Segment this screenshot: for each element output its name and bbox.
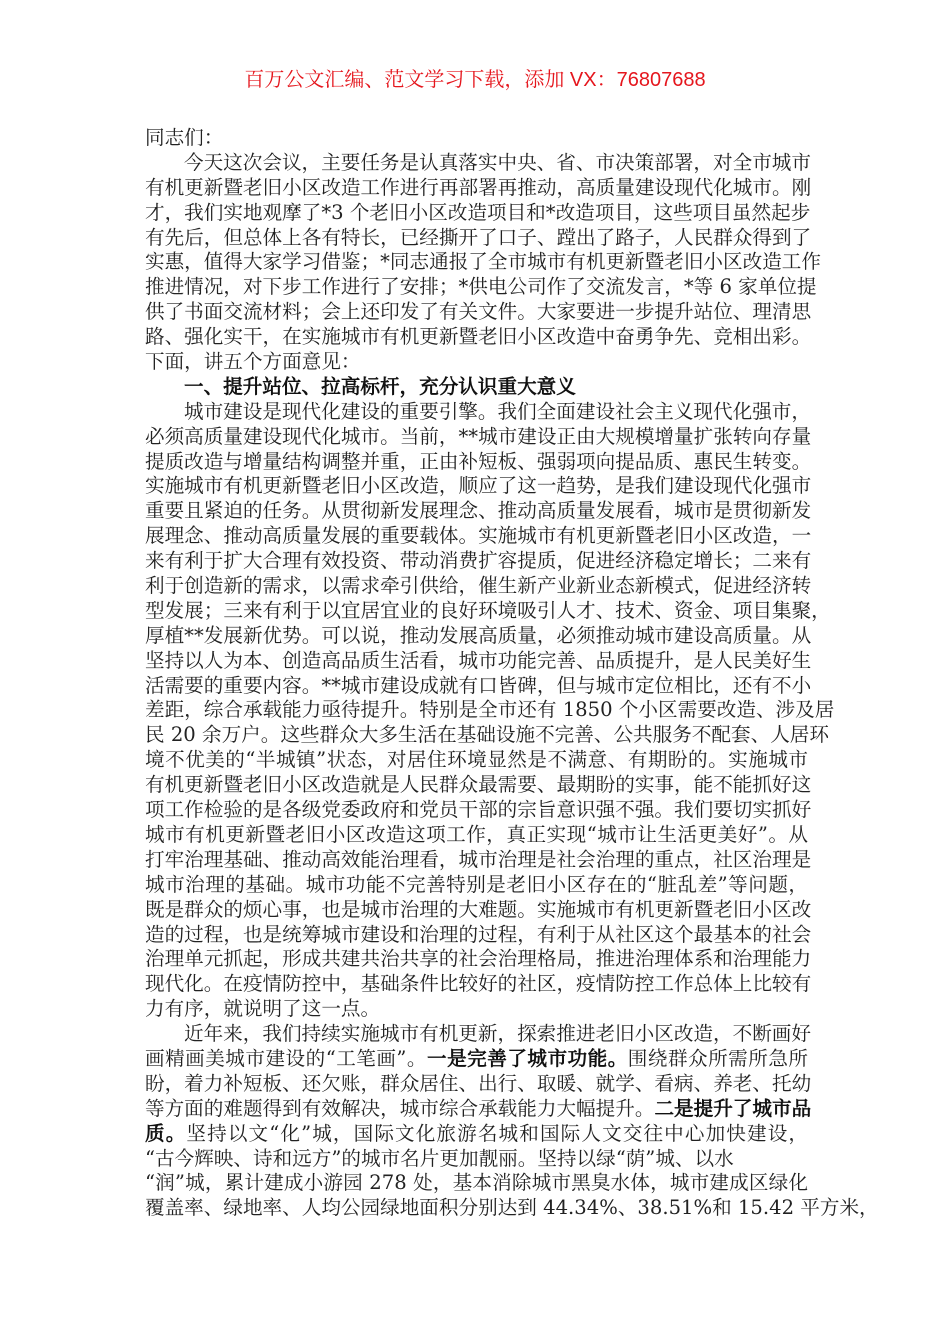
text-run: 实惠，值得大家学习借鉴；*同志通报了全市城市有机更新暨老旧小区改造工作	[145, 250, 821, 274]
text-line	[145, 499, 812, 524]
text-run: 境不优美的“半城镇”状态，对居住环境显然是不满意、有期盼的。实施城市	[145, 748, 808, 772]
text-run: 厚植**发展新优势。可以说，推动发展高质量，必须推动城市建设高质量。从	[145, 623, 812, 647]
bold-text: 二是提升了城市品	[654, 1096, 812, 1120]
text-run: 来有利于扩大合理有效投资、带动消费扩容提质，促进经济稳定增长；二来有	[145, 549, 812, 573]
text-line	[145, 175, 812, 201]
text-run: 画精画美城市建设的“工笔画”。	[145, 1046, 428, 1070]
text-run: 今天这次会议，主要任务是认真落实中央、省、市决策部署，对全市城市	[184, 150, 811, 174]
text-run: 展理念、推动高质量发展的重要载体。实施城市有机更新暨老旧小区改造，一	[145, 524, 812, 548]
text-run: 供了书面交流材料；会上还印发了有关文件。大家要进一步提升站位、理清思	[145, 300, 812, 324]
text-run: 造的过程，也是统筹城市建设和治理的过程，有利于从社区这个最基本的社会	[145, 922, 812, 946]
text-line	[145, 598, 831, 624]
text-line	[145, 773, 812, 798]
text-run: 下面，讲五个方面意见：	[145, 350, 361, 374]
text-line	[145, 1047, 808, 1072]
text-run: 力有序，就说明了这一点。	[145, 997, 381, 1021]
text-run: 有机更新暨老旧小区改造工作进行再部署再推动，高质量建设现代化城市。刚	[145, 175, 812, 199]
text-line	[145, 1096, 812, 1122]
download-banner: 百万公文汇编、范文学习下载，添加 VX：76807688	[244, 69, 706, 91]
text-run: 同志们：	[145, 126, 224, 149]
text-run: 民 20 余万户。这些群众大多生活在基础设施不完善、公共服务不配套、人居环	[145, 723, 829, 747]
text-run: 必须高质量建设现代化城市。当前，**城市建设正由大规模增量扩张转向存量	[145, 424, 812, 448]
text-line	[145, 748, 808, 773]
text-line	[145, 823, 808, 848]
text-run: 城市有机更新暨老旧小区改造这项工作，真正实现“城市让生活更美好”。从	[145, 822, 808, 846]
document-body	[145, 126, 879, 1221]
text-line	[145, 1196, 879, 1221]
text-run: 近年来，我们持续实施城市有机更新，探索推进老旧小区改造，不断画好	[184, 1022, 811, 1046]
text-run: 实施城市有机更新暨老旧小区改造，顺应了这一趋势，是我们建设现代化强市	[145, 474, 812, 498]
text-run: 才，我们实地观摩了*3 个老旧小区改造项目和*改造项目，这些项目虽然起步	[145, 200, 811, 224]
text-line	[145, 648, 812, 674]
text-line	[145, 698, 835, 723]
text-line	[145, 549, 812, 574]
text-line	[145, 524, 812, 549]
text-line	[145, 250, 821, 275]
text-run: 路、强化实干，在实施城市有机更新暨老旧小区改造中奋勇争先、竞相出彩。	[145, 325, 812, 349]
bold-text: 质。	[145, 1121, 187, 1145]
text-line	[145, 1071, 812, 1097]
bold-text: 一是完善了城市功能。	[427, 1046, 628, 1070]
text-line	[145, 350, 808, 375]
text-line	[145, 723, 829, 748]
text-run: 坚持以文“化”城，国际文化旅游名城和国际人文交往中心加快建设，	[186, 1121, 808, 1145]
text-run: 项工作检验的是各级党委政府和党员干部的宗旨意识强不强。我们要切实抓好	[145, 798, 812, 822]
text-run: “润”城，累计建成小游园 278 处，基本消除城市黑臭水体，城市建成区绿化	[145, 1171, 808, 1195]
text-line	[145, 1122, 808, 1147]
text-line	[145, 922, 812, 948]
text-line	[145, 947, 812, 972]
text-run: 有机更新暨老旧小区改造就是人民群众最需要、最期盼的实事，能不能抓好这	[145, 773, 812, 797]
text-line	[145, 1171, 808, 1196]
text-run: 围绕群众所需所急所	[627, 1046, 809, 1070]
text-run: 有先后，但总体上各有特长，已经撕开了口子、蹚出了路子，人民群众得到了	[145, 225, 812, 249]
text-line	[145, 972, 812, 997]
text-run: 现代化。在疫情防控中，基础条件比较好的社区，疫情防控工作总体上比较有	[145, 972, 812, 996]
bold-text: 一、提升站位、拉高标杆，充分认识重大意义	[184, 374, 576, 398]
text-line	[145, 424, 812, 450]
text-line	[145, 399, 811, 425]
text-line	[145, 275, 817, 300]
text-line	[145, 798, 812, 823]
text-run: 利于创造新的需求，以需求牵引供给，催生新产业新业态新模式，促进经济转	[145, 574, 812, 598]
text-line	[145, 847, 812, 873]
text-run: 活需要的重要内容。**城市建设成就有口皆碑，但与城市定位相比，还有不小	[145, 673, 812, 697]
text-run: 差距，综合承载能力亟待提升。特别是全市还有 1850 个小区需要改造、涉及居	[145, 698, 835, 722]
text-line	[145, 1147, 808, 1172]
text-line	[145, 126, 808, 151]
text-run: 覆盖率、绿地率、人均公园绿地面积分别达到 44.34%、38.51%和 15.42 平方米，	[145, 1196, 879, 1220]
text-run: 城市建设是现代化建设的重要引擎。我们全面建设社会主义现代化强市，	[184, 399, 811, 423]
text-line	[145, 1022, 811, 1047]
text-line	[145, 325, 812, 350]
text-line	[145, 623, 812, 649]
text-run: 重要且紧迫的任务。从贯彻新发展理念、推动高质量发展看，城市是贯彻新发	[145, 499, 812, 523]
text-line	[145, 200, 811, 226]
text-run: 治理单元抓起，形成共建共治共享的社会治理格局，推进治理体系和治理能力	[145, 947, 812, 971]
text-line	[145, 225, 812, 251]
text-line	[145, 873, 808, 898]
text-line	[145, 997, 808, 1022]
text-run: 城市治理的基础。城市功能不完善特别是老旧小区存在的“脏乱差”等问题，	[145, 872, 808, 896]
text-line	[145, 897, 812, 923]
text-run: 打牢治理基础、推动高效能治理看，城市治理是社会治理的重点，社区治理是	[145, 847, 812, 871]
text-run: 推进情况，对下步工作进行了安排；*供电公司作了交流发言，*等 6 家单位提	[145, 275, 817, 299]
text-run: 既是群众的烦心事，也是城市治理的大难题。实施城市有机更新暨老旧小区改	[145, 897, 812, 921]
text-line	[145, 300, 812, 325]
section-heading	[145, 375, 808, 400]
text-run: 坚持以人为本、创造高品质生活看，城市功能完善、品质提升，是人民美好生	[145, 648, 812, 672]
text-line	[145, 449, 812, 475]
text-run: “古今辉映、诗和远方”的城市名片更加靓丽。坚持以绿“荫”城、以水	[145, 1146, 734, 1170]
text-line	[145, 673, 812, 699]
text-run: 等方面的难题得到有效解决，城市综合承载能力大幅提升。	[145, 1096, 655, 1120]
text-line	[145, 574, 812, 599]
text-run: 盼，着力补短板、还欠账，群众居住、出行、取暖、就学、看病、养老、托幼	[145, 1071, 812, 1095]
text-line	[145, 474, 812, 499]
text-run: 型发展；三来有利于以宜居宜业的良好环境吸引人才、技术、资金、项目集聚，	[145, 598, 831, 622]
text-line	[145, 150, 811, 176]
text-run: 提质改造与增量结构调整并重，正由补短板、强弱项向提品质、惠民生转变。	[145, 449, 812, 473]
